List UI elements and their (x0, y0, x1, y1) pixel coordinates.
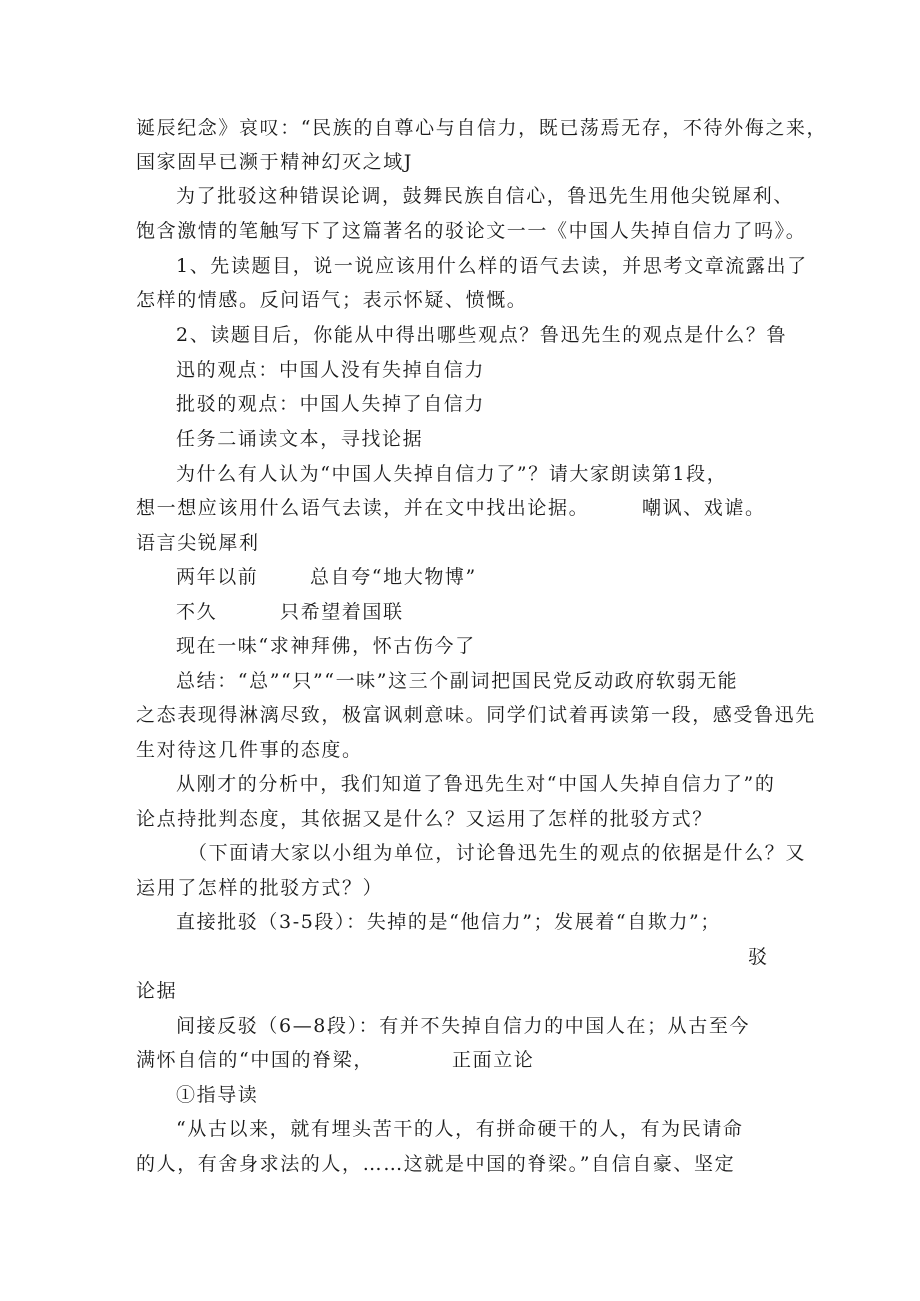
text-line: 批驳的观点：中国人失掉了自信力 (176, 393, 486, 415)
text-line: 任务二诵读文本，寻找论据 (176, 428, 424, 450)
text-line: 怎样的情感。反问语气；表示怀疑、愤慨。 (136, 289, 528, 311)
text-line: 饱含激情的笔触写下了这篇著名的驳论文一一《中国人失掉自信力了吗》。 (136, 220, 807, 242)
text-line: 满怀自信的“中国的脊梁， (136, 1049, 374, 1071)
text-line: 1、先读题目，说一说应该用什么样的语气去读，并思考文章流露出了 (176, 255, 808, 277)
text-line: 论据 (136, 980, 178, 1002)
text-line: 现在一味“求神拜佛，怀古伤今了 (176, 635, 476, 657)
text-line: 为什么有人认为“中国人失掉自信力了”？请大家朗读第1段， (176, 463, 728, 485)
text-line: 嘲讽、戏谑。 (642, 497, 766, 519)
text-line: （下面请大家以小组为单位，讨论鲁迅先生的观点的依据是什么？又 (188, 842, 807, 864)
text-line: 直接批驳（3-5段）：失掉的是“他信力”；发展着“自欺力”； (176, 911, 721, 933)
text-line: 的人，有舍身求法的人，……这就是中国的脊梁。”自信自豪、坚定 (136, 1153, 736, 1175)
text-line: 总结：“总”“只”“一味”这三个副词把国民党反动政府软弱无能 (176, 670, 739, 692)
text-line: 两年以前 (176, 566, 259, 588)
text-line: 从刚才的分析中，我们知道了鲁迅先生对“中国人失掉自信力了”的 (176, 773, 776, 795)
text-line: “从古以来，就有埋头苦干的人，有拼命硬干的人，有为民请命 (176, 1118, 744, 1140)
text-line: 语言尖锐犀利 (136, 532, 260, 554)
text-line: 总自夸“地大物博” (310, 566, 477, 588)
text-line: 诞辰纪念》哀叹：“民族的自尊心与自信力，既已荡焉无存，不待外侮之来， (136, 117, 828, 139)
text-line: 论点持批判态度，其依据又是什么？又运用了怎样的批驳方式？ (136, 808, 713, 830)
text-line: 想一想应该用什么语气去读，并在文中找出论据。 (136, 497, 590, 519)
text-line: 迅的观点：中国人没有失掉自信力 (176, 359, 486, 381)
text-line: 2、读题目后，你能从中得出哪些观点？鲁迅先生的观点是什么？鲁 (176, 324, 788, 346)
text-line: 生对待这几件事的态度。 (136, 739, 363, 761)
text-line: ①指导读 (176, 1084, 259, 1106)
text-line: 正面立论 (452, 1049, 535, 1071)
text-line: 为了批驳这种错误论调，鼓舞民族自信心，鲁迅先生用他尖锐犀利、 (176, 185, 795, 207)
text-line: 驳 (748, 946, 769, 968)
text-line: 只希望着国联 (280, 601, 404, 623)
text-line: 之态表现得淋漓尽致，极富讽刺意味。同学们试着再读第一段，感受鲁迅先 (136, 704, 816, 726)
text-line: 国家固早已濒于精神幻灭之域J (136, 151, 414, 173)
text-line: 运用了怎样的批驳方式？） (136, 877, 384, 899)
text-line: 间接反驳（6—8段）：有并不失掉自信力的中国人在；从古至今 (176, 1015, 751, 1037)
text-line: 不久 (176, 601, 218, 623)
